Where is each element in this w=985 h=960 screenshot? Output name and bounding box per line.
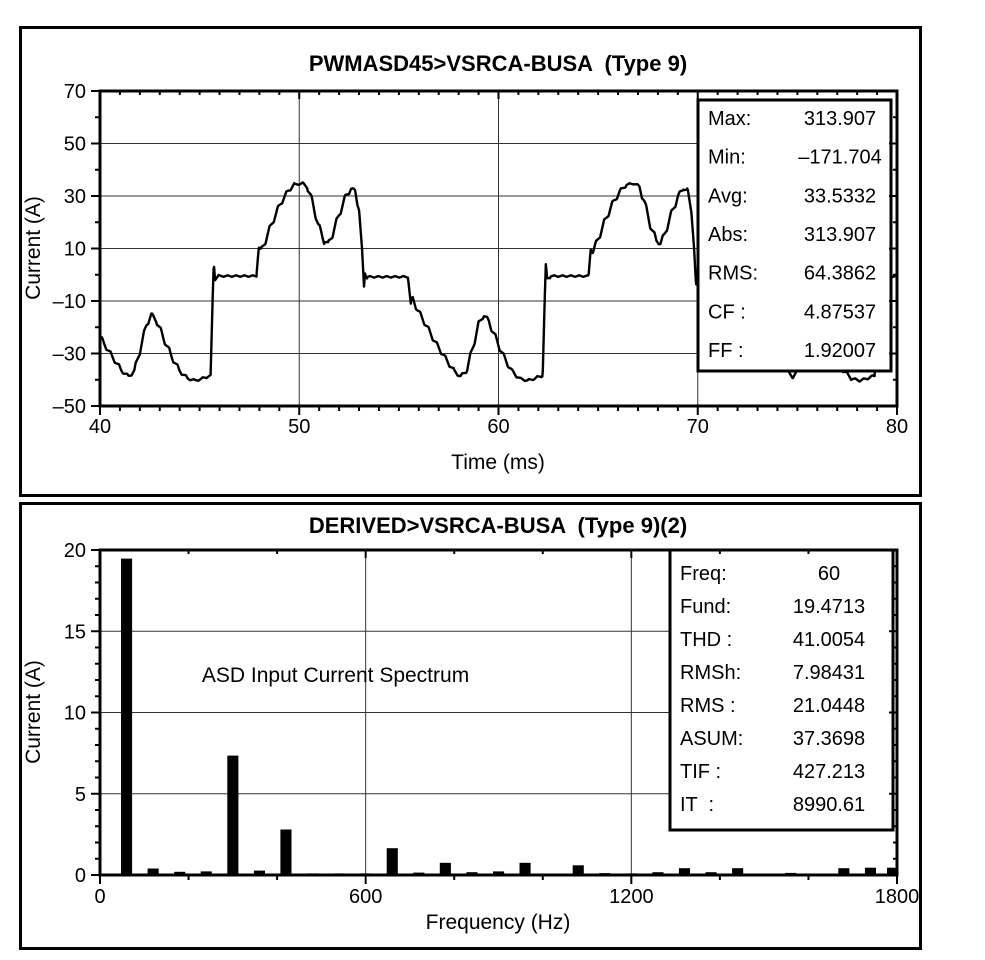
waveform-stats-box [698,100,891,371]
y-tick-label: 0 [74,865,86,887]
y-tick-label: –30 [52,343,86,366]
harmonic-bar [440,863,451,875]
x-tick-label: 1800 [874,886,919,908]
spectrum-chart [22,505,919,947]
stat-label: Fund: [680,596,732,618]
stat-label: CF : [708,301,746,324]
y-tick-label: 15 [63,621,86,644]
stat-label: Max: [708,108,752,130]
stat-value: 427.213 [792,761,866,783]
stat-value: 33.5332 [803,185,877,208]
stats-box-frame [670,550,893,830]
stat-value: 37.3698 [792,728,866,750]
x-tick-label: 50 [288,416,311,438]
y-tick-label: 10 [63,702,86,725]
y-tick-label: –10 [52,291,86,313]
stat-label: RMS: [708,262,758,285]
harmonic-bar [520,863,531,875]
y-axis-title: Current (A) [22,196,45,300]
spectrum-panel [19,502,922,950]
stat-label: Freq: [680,563,727,585]
stat-value: 1.92007 [803,340,877,363]
stat-value: 21.0448 [792,695,866,717]
y-tick-label: 5 [74,783,86,806]
x-tick-label: 70 [686,416,709,438]
stat-value: 7.98431 [792,662,866,684]
stat-label: TIF : [680,761,722,783]
stat-value: –171.704 [798,146,882,169]
stat-label: ASUM: [680,728,744,750]
x-tick-label: 0 [94,886,106,908]
x-axis-title: Time (ms) [451,451,545,474]
y-tick-label: 20 [63,540,86,562]
x-axis-title: Frequency (Hz) [425,911,571,934]
x-tick-label: 60 [487,416,510,438]
waveform-panel [19,26,922,497]
stat-value: 60 [817,563,841,585]
stat-value: 19.4713 [792,596,866,618]
y-tick-label: 70 [63,81,86,103]
stat-label: RMSh: [680,662,742,684]
stat-label: Avg: [708,185,748,208]
chart-title: PWMASD45>VSRCA-BUSA (Type 9) [308,51,688,76]
stat-label: FF : [708,340,744,363]
stat-value: 41.0054 [792,629,866,651]
harmonic-bar [227,756,238,875]
spectrum-stats-box [670,550,893,830]
harmonic-bar [280,830,291,876]
y-tick-label: 30 [63,186,86,208]
stat-label: RMS : [680,695,736,717]
stat-value: 64.3862 [803,262,877,285]
y-axis-title: Current (A) [22,660,45,764]
waveform-chart [22,29,919,494]
y-tick-label: 10 [63,238,86,261]
stat-value: 4.87537 [803,301,877,324]
x-tick-label: 40 [88,416,112,438]
stat-label: IT : [680,794,715,816]
stat-label: Abs: [708,224,749,247]
stat-label: THD : [680,629,733,651]
x-tick-label: 1200 [609,886,654,908]
stat-value: 8990.61 [792,794,866,816]
y-tick-label: –50 [52,396,86,418]
stat-value: 313.907 [803,108,877,130]
stat-value: 313.907 [803,224,877,247]
harmonic-bar [121,559,132,875]
spectrum-annotation: ASD Input Current Spectrum [201,664,470,688]
stat-label: Min: [708,146,746,169]
harmonic-bar [387,848,398,875]
x-tick-label: 600 [348,886,383,908]
chart-title: DERIVED>VSRCA-BUSA (Type 9)(2) [308,513,688,538]
x-tick-label: 80 [885,416,909,438]
y-tick-label: 50 [63,133,86,156]
